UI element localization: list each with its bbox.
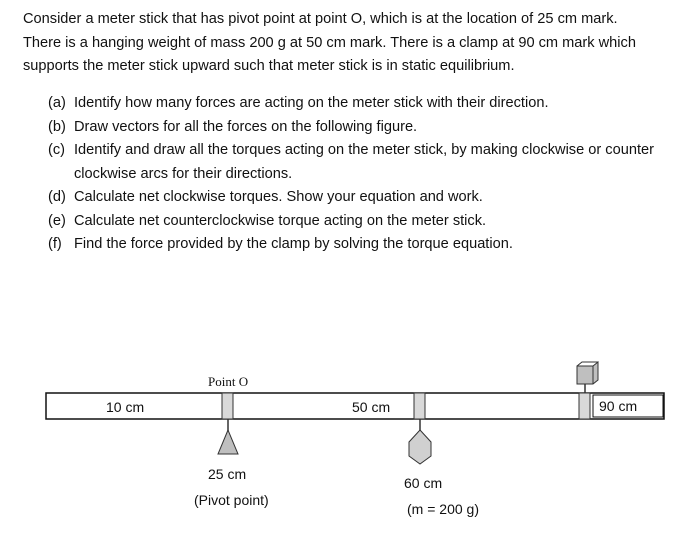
question-item-e <box>48 210 668 234</box>
pivot-marker <box>222 393 233 419</box>
question-text: Find the force provided by the clamp by solving the torque equation. <box>74 236 513 252</box>
weight-marker <box>414 393 425 419</box>
question-text: Calculate net clockwise torques. Show your equation and work. <box>74 189 483 205</box>
question-text: Identify how many forces are acting on the meter stick with their direction. <box>74 95 549 111</box>
weight-caption: (m = 200 g) <box>407 501 479 517</box>
question-text: Draw vectors for all the forces on the following figure. <box>74 118 418 135</box>
clamp-marker <box>579 393 590 419</box>
mark-90-label: 90 cm <box>599 398 638 414</box>
question-list <box>48 92 668 257</box>
meter-stick-diagram <box>0 350 700 538</box>
meter-stick-figure <box>0 350 700 538</box>
question-label: (c) <box>48 142 66 158</box>
weight-mass-icon <box>409 430 431 464</box>
problem-statement <box>23 8 683 79</box>
weight-position-label: 60 cm <box>404 475 443 491</box>
problem-line-1: Consider a meter stick that has pivot point at point O, which is at the location of 25 cm mark. <box>23 11 618 27</box>
question-item-c <box>48 139 668 186</box>
mark-10-label: 10 cm <box>106 399 145 415</box>
clamp-block-icon <box>577 362 598 384</box>
question-item-a <box>48 92 668 116</box>
mark-50-label: 50 cm <box>352 399 391 415</box>
question-item-f <box>48 233 668 257</box>
question-text: Identify and draw all the torques acting on the meter stick, by making clockwise or counter clockwise arcs for their directions. <box>74 142 654 182</box>
question-label: (e) <box>48 212 66 229</box>
pivot-triangle-icon <box>218 430 238 454</box>
question-label: (f) <box>48 236 62 252</box>
problem-line-2: There is a hanging weight of mass 200 g at 50 cm mark. There is a clamp at 90 cm mark which <box>23 34 636 51</box>
pivot-caption: (Pivot point) <box>194 492 269 508</box>
question-item-d <box>48 186 668 210</box>
question-label: (a) <box>48 95 66 111</box>
question-item-b <box>48 116 668 140</box>
question-text: Calculate net counterclockwise torque acting on the meter stick. <box>74 212 487 229</box>
question-label: (d) <box>48 189 66 205</box>
question-label: (b) <box>48 118 66 135</box>
pivot-position-label: 25 cm <box>208 466 247 482</box>
problem-line-3: supports the meter stick upward such that meter stick is in static equilibrium. <box>23 58 515 74</box>
point-o-label: Point O <box>208 374 249 389</box>
